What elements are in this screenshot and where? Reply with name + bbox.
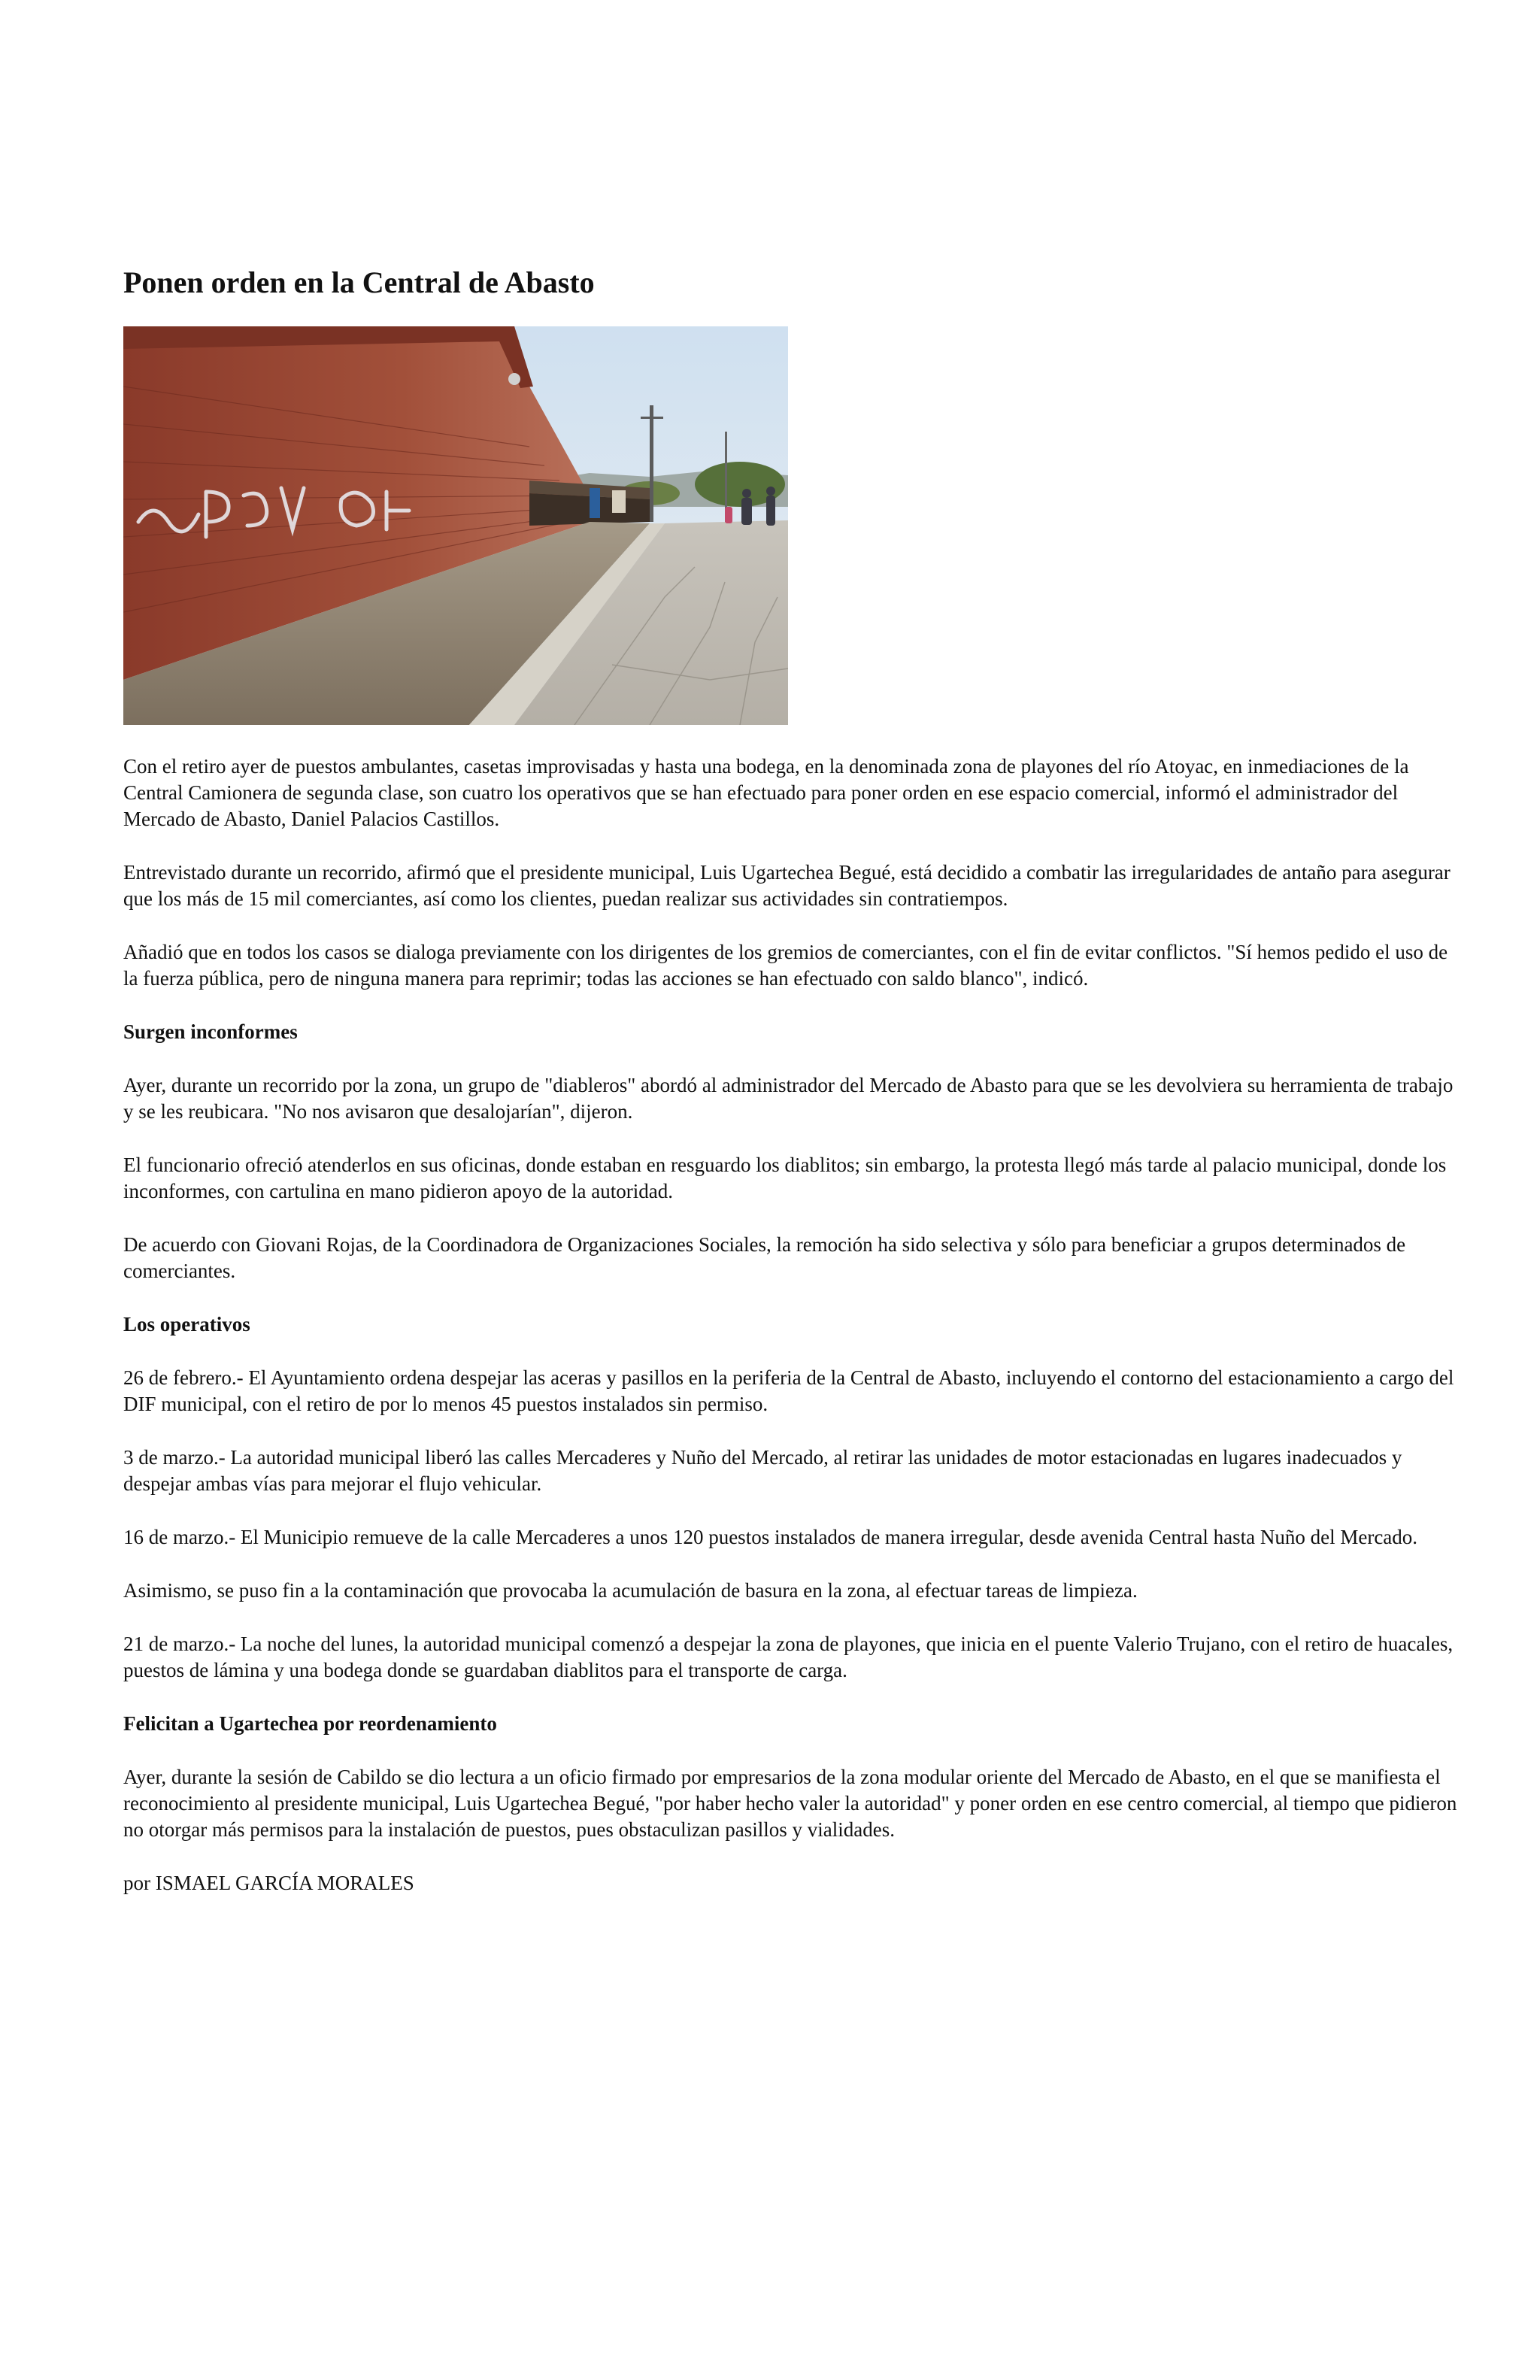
article-photo bbox=[123, 326, 788, 725]
lead-paragraph-1: Con el retiro ayer de puestos ambulantes, casetas improvisadas y hasta una bodega, en la denominada zona de playones del río Atoyac, en inmediaciones de la Central Camionera de segunda clase, son cuatro los operativos que se han efectuado para poner orden en ese espacio comercial, informó el administrador del Mercado de Abasto, Daniel Palacios Castillos. bbox=[123, 755, 1409, 830]
lead-paragraph-3: Añadió que en todos los casos se dialoga previamente con los dirigentes de los gremios de comerciantes, con el fin de evitar conflictos. "Sí hemos pedido el uso de la fuerza pública, pero de ninguna manera para reprimir; todas las acciones se han efectuado con saldo blanco", indicó. bbox=[123, 941, 1448, 990]
section2-paragraph-5: 21 de marzo.- La noche del lunes, la autoridad municipal comenzó a despejar la zona de playones, que inicia en el puente Valerio Trujano, con el retiro de huacales, puestos de lámina y una bodega donde se guardaban diablitos para el transporte de carga. bbox=[123, 1633, 1454, 1681]
market-street-photo bbox=[123, 326, 788, 725]
article bbox=[123, 262, 1462, 1896]
section-heading-los-operativos: Los operativos bbox=[123, 1313, 250, 1336]
section1-paragraph-2: El funcionario ofreció atenderlos en sus oficinas, donde estaban en resguardo los diablitos; sin embargo, la protesta llegó más tarde al palacio municipal, donde los inconformes, con cartulina en mano pidieron apoyo de la autoridad. bbox=[123, 1154, 1447, 1202]
author-byline: por ISMAEL GARCÍA MORALES bbox=[123, 1872, 414, 1894]
section2-paragraph-1: 26 de febrero.- El Ayuntamiento ordena despejar las aceras y pasillos en la periferia de la Central de Abasto, incluyendo el contorno del estacionamiento a cargo del DIF municipal, con el retiro de por lo menos 45 puestos instalados sin permiso. bbox=[123, 1366, 1454, 1415]
article-title: Ponen orden en la Central de Abasto bbox=[123, 265, 595, 299]
section-heading-felicitan: Felicitan a Ugartechea por reordenamiento bbox=[123, 1712, 497, 1735]
section1-paragraph-3: De acuerdo con Giovani Rojas, de la Coordinadora de Organizaciones Sociales, la remoción ha sido selectiva y sólo para beneficiar a grupos determinados de comerciantes. bbox=[123, 1233, 1406, 1282]
lead-paragraph-2: Entrevistado durante un recorrido, afirmó que el presidente municipal, Luis Ugartechea Begué, está decidido a combatir las irregularidades de antaño para asegurar que los más de 15 mil comerciantes, así como los clientes, puedan realizar sus actividades sin contratiempos. bbox=[123, 861, 1451, 910]
section2-paragraph-2: 3 de marzo.- La autoridad municipal liberó las calles Mercaderes y Nuño del Mercado, al retirar las unidades de motor estacionadas en lugares inadecuados y despejar ambas vías para mejorar el flujo vehicular. bbox=[123, 1446, 1402, 1495]
section-heading-surgen-inconformes: Surgen inconformes bbox=[123, 1020, 298, 1043]
section1-paragraph-1: Ayer, durante un recorrido por la zona, un grupo de "diableros" abordó al administrador del Mercado de Abasto para que se les devolviera su herramienta de trabajo y se les reubicara. "No nos avisaron que desalojarían", dijeron. bbox=[123, 1074, 1454, 1123]
section2-paragraph-3: 16 de marzo.- El Municipio remueve de la calle Mercaderes a unos 120 puestos instalados de manera irregular, desde avenida Central hasta Nuño del Mercado. bbox=[123, 1526, 1418, 1548]
section3-paragraph-1: Ayer, durante la sesión de Cabildo se dio lectura a un oficio firmado por empresarios de la zona modular oriente del Mercado de Abasto, en el que se manifiesta el reconocimiento al presidente municipal, Luis Ugartechea Begué, "por haber hecho valer la autoridad" y poner orden en ese centro comercial, al tiempo que pidieron no otorgar más permisos para la instalación de puestos, pues obstaculizan pasillos y vialidades. bbox=[123, 1766, 1457, 1841]
section2-paragraph-4: Asimismo, se puso fin a la contaminación que provocaba la acumulación de basura en la zona, al efectuar tareas de limpieza. bbox=[123, 1579, 1138, 1602]
